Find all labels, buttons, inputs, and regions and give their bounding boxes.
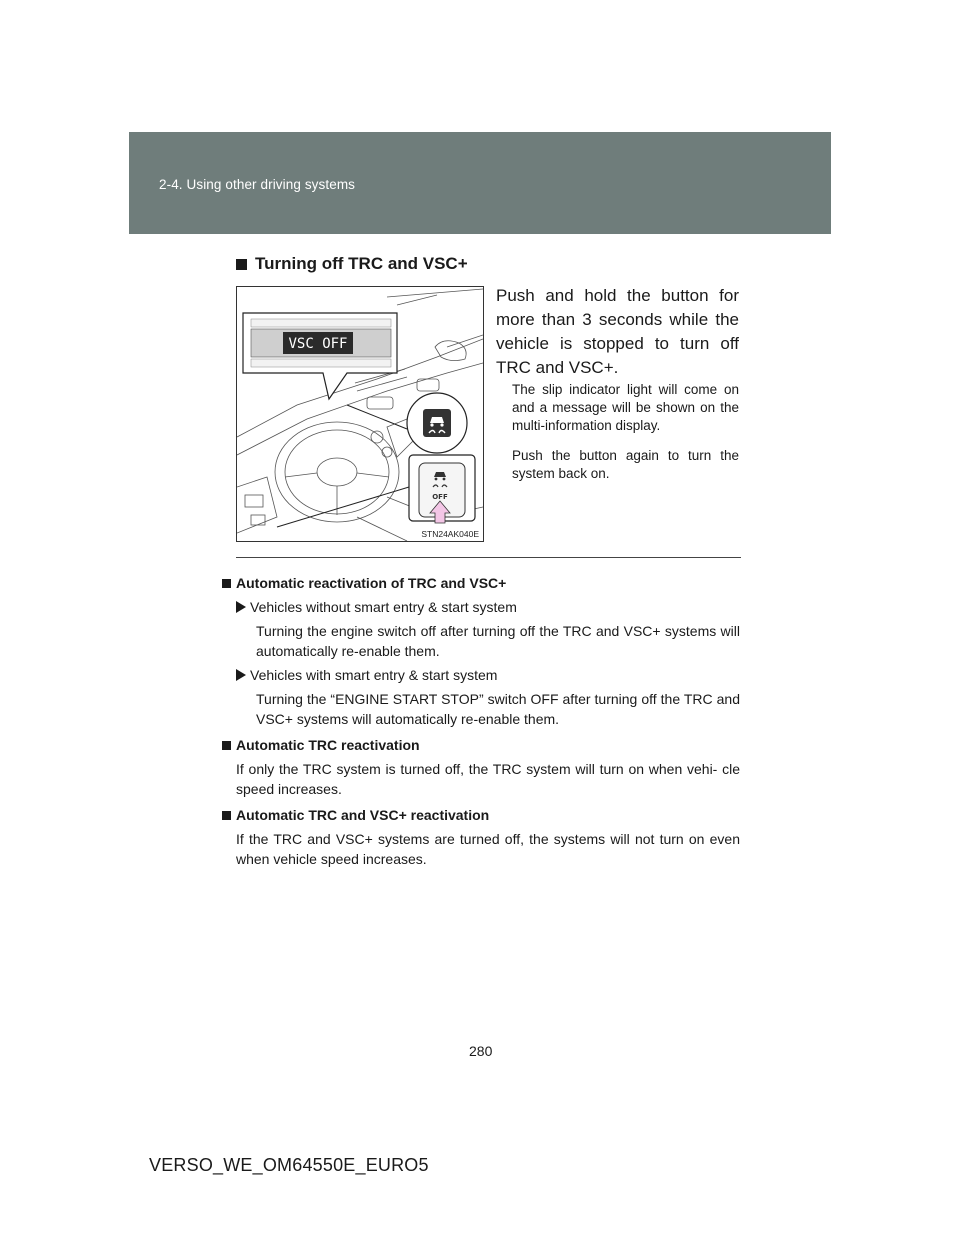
off-button-label: OFF [432,493,448,501]
note-heading [222,735,740,755]
sub-instruction-1: The slip indicator light will come on and a message will be shown on the multi-information display. [512,382,739,433]
note-heading-text: Automatic reactivation of TRC and VSC+ [236,575,507,591]
note-body: Turning the “ENGINE START STOP” switch OFF after turning off the TRC and VSC+ systems will automatically re-enable them. [256,691,740,727]
square-bullet-icon [222,811,231,820]
note-body: Turning the engine switch off after turning off the TRC and VSC+ systems will automatically re-enable them. [256,623,740,659]
dashboard-illustration [236,286,484,542]
vsc-off-display-text: VSC OFF [288,336,348,352]
sub-instruction-2: Push the button again to turn the system back on. [512,448,739,481]
footer-code: VERSO_WE_OM64550E_EURO5 [149,1155,429,1175]
section-title-text: Turning off TRC and VSC+ [255,254,468,273]
note-body: If only the TRC system is turned off, the TRC system will turn on when vehi- cle speed increases. [236,761,740,797]
variant-label: Vehicles without smart entry & start system [250,599,517,615]
note-heading-text: Automatic TRC reactivation [236,737,420,753]
square-bullet-icon [222,741,231,750]
main-instruction: Push and hold the button for more than 3 seconds while the vehicle is stopped to turn off TRC and VSC+. [496,286,739,377]
figure-code: STN24AK040E [421,529,479,539]
vehicle-variant [236,597,740,617]
page-number: 280 [469,1043,493,1059]
note-heading-text: Automatic TRC and VSC+ reactivation [236,807,490,823]
section-breadcrumb: 2-4. Using other driving systems [159,177,356,192]
note-heading [222,805,740,825]
variant-label: Vehicles with smart entry & start system [250,667,498,683]
triangle-bullet-icon [236,601,246,613]
note-heading [222,573,740,593]
triangle-bullet-icon [236,669,246,681]
section-title [236,254,468,274]
divider [236,557,741,558]
square-bullet-icon [236,259,247,270]
note-body: If the TRC and VSC+ systems are turned off, the systems will not turn on even when vehicle speed increases. [236,831,740,867]
square-bullet-icon [222,579,231,588]
notes-section [222,573,740,869]
vehicle-variant [236,665,740,685]
header-band [129,132,831,234]
